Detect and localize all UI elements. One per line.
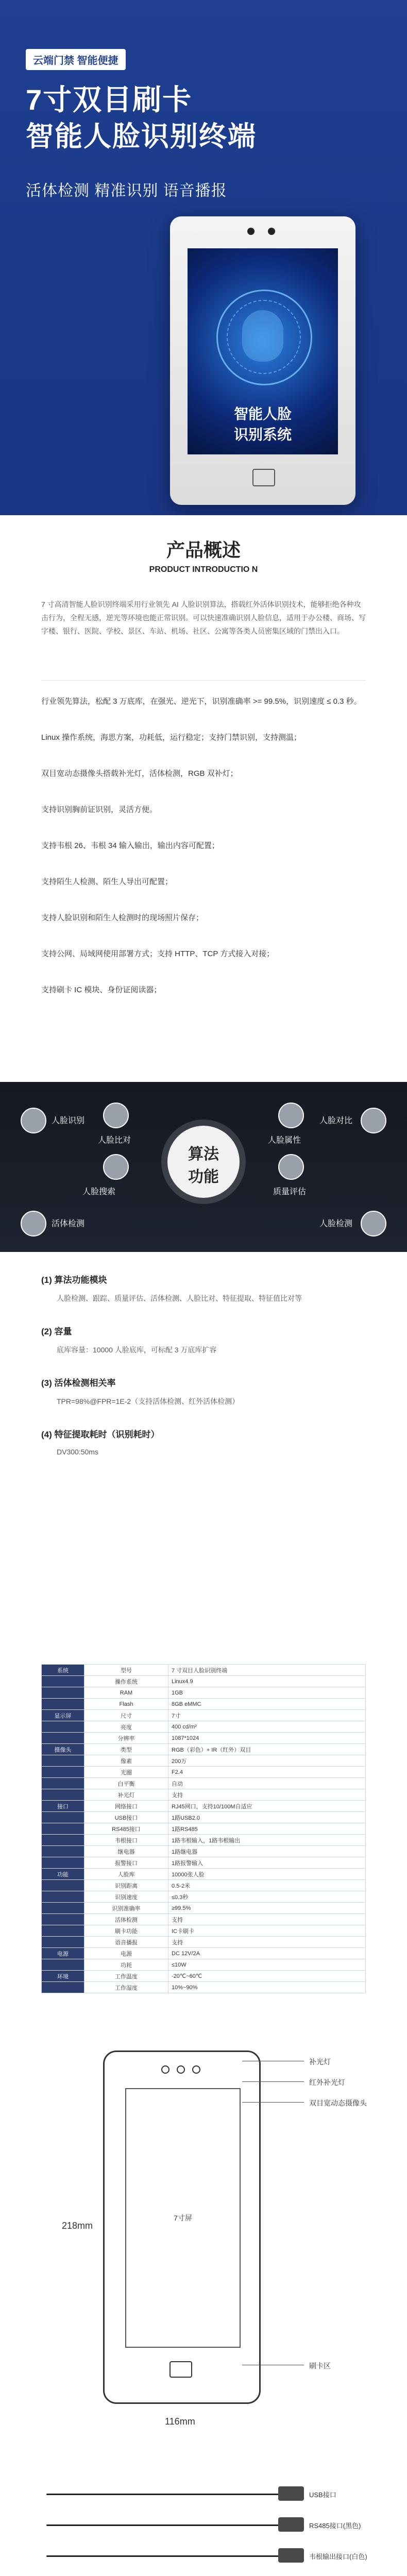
spec-row (42, 1744, 366, 1755)
hero-section (0, 0, 407, 515)
spec-row (42, 1925, 366, 1937)
spec-row (42, 1971, 366, 1982)
spec-row (42, 1789, 366, 1801)
spec-row (42, 1676, 366, 1687)
camera-icon (268, 228, 275, 235)
spec-cell (42, 1733, 84, 1744)
spec-cell: 400 cd/m² (168, 1721, 366, 1733)
spec-cell: 200万 (168, 1755, 366, 1767)
camera-icon (247, 228, 255, 235)
overview-title: 产品概述 (166, 539, 241, 561)
overview-line: 支持韦根 26、韦根 34 输入输出，输出内容可配置； (41, 841, 219, 850)
spec-cell: 支持 (168, 1914, 366, 1925)
spec-cell: 电源 (42, 1948, 84, 1959)
spec-cell: 类型 (84, 1744, 168, 1755)
cable-label: USB接口 (309, 2491, 336, 2499)
spec-cell (42, 1699, 84, 1710)
spec-row (42, 1710, 366, 1721)
spec-cell: 识别速度 (84, 1891, 168, 1903)
overview-line: 支持公网、局域网使用部署方式；支持 HTTP、TCP 方式接入对接； (41, 950, 275, 958)
cable-line (46, 2555, 304, 2557)
face-thumb (361, 1211, 386, 1236)
spec-cell: 活体检测 (84, 1914, 168, 1925)
feature-body: 底库容量：10000 人脸底库，可标配 3 万底库扩容 (57, 1346, 217, 1354)
spec-cell: 环境 (42, 1971, 84, 1982)
spec-row (42, 1721, 366, 1733)
spec-cell (42, 1778, 84, 1789)
spec-cell: 工作湿度 (84, 1982, 168, 1993)
spec-cell: 像素 (84, 1755, 168, 1767)
height-label: 218mm (62, 2221, 93, 2231)
feature-body: 人脸检测、跟踪、质量评估、活体检测、人脸比对、特征提取、特征值比对等 (57, 1294, 302, 1302)
overview-line: 支持刷卡 IC 模块、身份证阅读器； (41, 986, 162, 994)
spec-cell: RJ45网口，支持10/100M自适应 (168, 1801, 366, 1812)
spec-cell: 显示屏 (42, 1710, 84, 1721)
face-icon (242, 310, 283, 362)
connector-icon (278, 2517, 304, 2532)
card-reader-icon (252, 469, 275, 486)
spec-cell (42, 1755, 84, 1767)
spec-cell: 白平衡 (84, 1778, 168, 1789)
spec-cell (42, 1676, 84, 1687)
spec-cell: 功能 (42, 1869, 84, 1880)
spec-cell: 1GB (168, 1687, 366, 1699)
overview-section (0, 515, 407, 1082)
spec-cell: 1087*1024 (168, 1733, 366, 1744)
spec-row (42, 1937, 366, 1948)
spec-cell: ≤10W (168, 1959, 366, 1971)
feature-title: (2) 容量 (41, 1327, 72, 1336)
spec-cell: 尺寸 (84, 1710, 168, 1721)
spec-row (42, 1903, 366, 1914)
spec-cell: IC卡刷卡 (168, 1925, 366, 1937)
spec-cell: 补光灯 (84, 1789, 168, 1801)
spec-cell: RGB（彩色）+ IR（红外）双目 (168, 1744, 366, 1755)
face-thumb (103, 1154, 129, 1180)
spec-cell (42, 1721, 84, 1733)
spec-cell (42, 1880, 84, 1891)
spec-row (42, 1959, 366, 1971)
overview-line: 支持人脸识别和陌生人检测时的现场照片保存； (41, 913, 204, 922)
device-screen (188, 248, 338, 454)
algo-label: 质量评估 (273, 1188, 307, 1196)
face-thumb (21, 1211, 46, 1236)
spec-cell: 语音播报 (84, 1937, 168, 1948)
face-thumb (361, 1108, 386, 1133)
spec-cell: 型号 (84, 1665, 168, 1676)
cable-label: 韦根输出接口(白色) (309, 2553, 367, 2561)
overview-subtitle: PRODUCT INTRODUCTIO N (149, 565, 258, 574)
spec-row (42, 1880, 366, 1891)
spec-cell: ≤0.3秒 (168, 1891, 366, 1903)
feature-body: DV300:50ms (57, 1448, 98, 1456)
face-thumb (103, 1103, 129, 1128)
spec-cell (42, 1857, 84, 1869)
spec-row (42, 1982, 366, 1993)
algo-label: 人脸识别 (52, 1116, 85, 1125)
spec-cell: Linux4.9 (168, 1676, 366, 1687)
overview-paragraph: 7 寸高清智能人脸识别终端采用行业领先 AI 人脸识别算法，搭载红外活体识别技术，能够拒绝各种攻击行为，全程无感，逆光等环境也能正常识别。可以快速准确识别人脸信息，适用于办公楼、商场、写字楼、银行、医院、学校、景区、车站、机场、社区、公寓等各类人员密集区域的门禁出入口。 (41, 600, 366, 635)
spec-cell: RAM (84, 1687, 168, 1699)
spec-cell: 电源 (84, 1948, 168, 1959)
spec-cell: 分辨率 (84, 1733, 168, 1744)
spec-row (42, 1699, 366, 1710)
dimension-section (0, 2025, 407, 2463)
hub-line1: 算法 (188, 1146, 219, 1163)
face-thumb (278, 1154, 304, 1180)
spec-cell: 1路RS485 (168, 1823, 366, 1835)
spec-cell (42, 1767, 84, 1778)
spec-cell: 7 寸双目人脸识别终端 (168, 1665, 366, 1676)
leader-line (242, 2102, 304, 2103)
spec-row (42, 1857, 366, 1869)
device-outline (103, 2050, 261, 2404)
algo-label: 人脸属性 (268, 1136, 301, 1145)
spec-cell: F2.4 (168, 1767, 366, 1778)
spec-cell (42, 1835, 84, 1846)
cable-label: RS485接口(黑色) (309, 2522, 361, 2530)
spec-row (42, 1778, 366, 1789)
hero-title-line2: 智能人脸识别终端 (26, 121, 257, 152)
spec-row (42, 1948, 366, 1959)
spec-cell: 识别距离 (84, 1880, 168, 1891)
spec-cell: 操作系统 (84, 1676, 168, 1687)
spec-cell (42, 1925, 84, 1937)
leader-line (242, 2081, 304, 2082)
feature-title: (3) 活体检测相关率 (41, 1378, 116, 1388)
spec-cell: 0.5-2米 (168, 1880, 366, 1891)
algo-label: 人脸对比 (319, 1116, 353, 1125)
spec-cell: 10000张人脸 (168, 1869, 366, 1880)
screen-text-2: 识别系统 (233, 427, 292, 443)
hero-subtitle: 活体检测 精准识别 语音播报 (26, 182, 227, 199)
spec-cell: 亮度 (84, 1721, 168, 1733)
spec-cell: 功耗 (84, 1959, 168, 1971)
spec-cell: 识别准确率 (84, 1903, 168, 1914)
spec-cell (42, 1687, 84, 1699)
spec-cell: 工作温度 (84, 1971, 168, 1982)
algo-label: 活体检测 (52, 1219, 85, 1228)
spec-cell: Flash (84, 1699, 168, 1710)
spec-cell (42, 1914, 84, 1925)
spec-cell: 继电器 (84, 1846, 168, 1857)
card-area-icon (169, 2361, 192, 2378)
spec-cell: 摄像头 (42, 1744, 84, 1755)
overview-line: 支持陌生人检测、陌生人导出可配置； (41, 877, 173, 886)
camera-icon (192, 2065, 200, 2074)
spec-cell: 支持 (168, 1937, 366, 1948)
spec-cell (42, 1812, 84, 1823)
spec-cell (42, 1891, 84, 1903)
spec-row (42, 1733, 366, 1744)
hero-tag: 云端门禁 智能便捷 (26, 49, 126, 70)
device-image (170, 216, 355, 505)
overview-line: 行业领先算法，松配 3 万底库，在强光、逆光下，识别准确率 >= 99.5%，识别速度 ≤ 0.3 秒。 (41, 697, 362, 706)
overview-line: 支持识别胸前证识别，灵活方便。 (41, 805, 158, 814)
screen-label: 7寸屏 (174, 2214, 192, 2222)
spec-cell (42, 1903, 84, 1914)
spec-cell: USB接口 (84, 1812, 168, 1823)
cable-line (46, 2524, 304, 2526)
spec-row (42, 1835, 366, 1846)
spec-cell (42, 1982, 84, 1993)
features-section (0, 1252, 407, 1664)
spec-cell: 刷卡功能 (84, 1925, 168, 1937)
spec-cell: 报警接口 (84, 1857, 168, 1869)
spec-cell: DC 12V/2A (168, 1948, 366, 1959)
spec-row (42, 1823, 366, 1835)
algo-label: 人脸检测 (319, 1219, 353, 1228)
spec-section (0, 1664, 407, 2025)
spec-cell: 网络接口 (84, 1801, 168, 1812)
spec-cell: 光圈 (84, 1767, 168, 1778)
spec-row (42, 1812, 366, 1823)
spec-cell: ≥99.5% (168, 1903, 366, 1914)
spec-row (42, 1914, 366, 1925)
connector-icon (278, 2486, 304, 2501)
spec-cell: 韦根接口 (84, 1835, 168, 1846)
spec-cell (42, 1846, 84, 1857)
spec-cell: 10%~90% (168, 1982, 366, 1993)
overview-line: Linux 操作系统，海思方案，功耗低，运行稳定；支持门禁识别，支持测温； (41, 733, 302, 742)
algo-label: 人脸比对 (98, 1136, 131, 1145)
spec-table (41, 1664, 366, 1993)
dim-label: 补光灯 (309, 2058, 331, 2066)
hub-line2: 功能 (188, 1168, 219, 1185)
connector-icon (278, 2548, 304, 2563)
dim-label: 双目宽动态摄像头 (309, 2099, 367, 2107)
dim-label: 红外补光灯 (309, 2078, 345, 2087)
spec-cell: 1路USB2.0 (168, 1812, 366, 1823)
spec-cell: 人脸库 (84, 1869, 168, 1880)
face-thumb (21, 1108, 46, 1133)
spec-cell: 系统 (42, 1665, 84, 1676)
divider (41, 680, 366, 681)
spec-row (42, 1891, 366, 1903)
width-label: 116mm (165, 2416, 195, 2427)
spec-cell: 8GB eMMC (168, 1699, 366, 1710)
spec-cell: 支持 (168, 1789, 366, 1801)
spec-cell: 1路报警输入 (168, 1857, 366, 1869)
spec-cell: -20℃~60℃ (168, 1971, 366, 1982)
spec-cell: 7寸 (168, 1710, 366, 1721)
fill-light-icon (161, 2065, 169, 2074)
spec-cell: 自动 (168, 1778, 366, 1789)
spec-cell (42, 1937, 84, 1948)
algo-label: 人脸搜索 (82, 1188, 116, 1196)
face-thumb (278, 1103, 304, 1128)
spec-cell: 接口 (42, 1801, 84, 1812)
ir-light-icon (177, 2065, 185, 2074)
spec-row (42, 1755, 366, 1767)
spec-row (42, 1801, 366, 1812)
feature-body: TPR=98%@FPR=1E-2（支持活体检测、红外活体检测） (57, 1397, 240, 1405)
spec-row (42, 1767, 366, 1778)
spec-cell (42, 1789, 84, 1801)
feature-title: (4) 特征提取耗时（识别耗时） (41, 1430, 160, 1439)
feature-title: (1) 算法功能模块 (41, 1275, 107, 1285)
cable-line (46, 2494, 304, 2495)
spec-cell: 1路继电器 (168, 1846, 366, 1857)
spec-row (42, 1869, 366, 1880)
spec-cell (42, 1823, 84, 1835)
screen-outline (125, 2088, 241, 2348)
dim-label: 刷卡区 (309, 2362, 331, 2370)
spec-row (42, 1665, 366, 1676)
hero-title-line1: 7寸双目刷卡 (26, 83, 193, 116)
spec-row (42, 1846, 366, 1857)
spec-cell: RS485接口 (84, 1823, 168, 1835)
cable-section (0, 2463, 407, 2576)
spec-cell: 1路韦根输入，1路韦根输出 (168, 1835, 366, 1846)
spec-row (42, 1687, 366, 1699)
algorithm-section (0, 1082, 407, 1252)
algorithm-hub (167, 1126, 240, 1198)
spec-cell (42, 1959, 84, 1971)
overview-line: 双目宽动态摄像头搭载补光灯，活体检测，RGB 双补灯； (41, 769, 238, 778)
screen-text-1: 智能人脸 (233, 406, 292, 422)
